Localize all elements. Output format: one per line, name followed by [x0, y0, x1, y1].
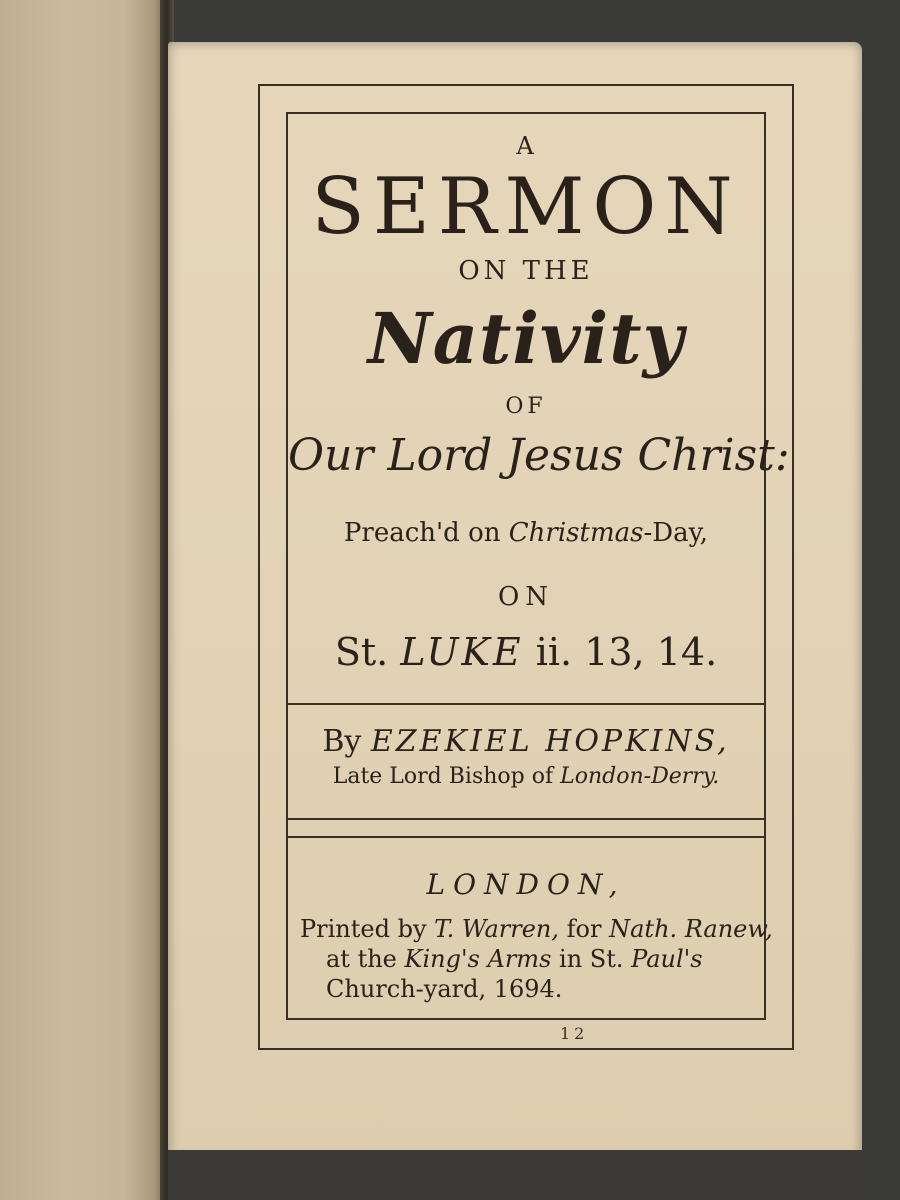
background-shadow	[168, 1150, 868, 1200]
imprint-sign: King's Arms	[404, 945, 552, 973]
author-line	[288, 724, 764, 759]
imprint-publisher: Nath. Ranew,	[609, 915, 773, 943]
title-on: ON	[497, 582, 555, 612]
scripture-verses: ii. 13, 14.	[535, 630, 718, 674]
title-article: A	[516, 132, 536, 160]
imprint-line-2	[300, 944, 760, 974]
author-see: London-Derry.	[560, 764, 720, 789]
title-our-lord: Our Lord Jesus Christ:	[288, 430, 790, 481]
imprint-line-1	[300, 914, 773, 944]
title-nativity: Nativity	[367, 297, 685, 380]
scripture-prefix: St.	[334, 630, 389, 674]
imprint-line-3: Church-yard, 1694.	[326, 975, 563, 1003]
title-sermon: SERMON	[311, 162, 741, 252]
title-on-the: ON THE	[458, 256, 594, 286]
imprint-place: LONDON,	[426, 868, 626, 901]
preached-suffix: -Day,	[643, 518, 709, 548]
scripture-book: LUKE	[400, 630, 524, 674]
rule-below-author-2	[288, 836, 764, 838]
imprint-in-st: in St.	[559, 945, 624, 973]
imprint-block	[300, 914, 773, 1004]
author-title	[288, 764, 764, 789]
preached-prefix: Preach'd on	[343, 518, 501, 548]
left-page	[0, 0, 168, 1200]
rule-below-author-1	[288, 818, 764, 820]
rule-above-author	[288, 703, 764, 705]
author-by: By	[322, 724, 362, 759]
signature-mark: 12	[560, 1024, 589, 1043]
title-of: OF	[505, 394, 547, 419]
imprint-church: Paul's	[631, 945, 703, 973]
author-name: EZEKIEL HOPKINS,	[370, 724, 730, 759]
imprint-for: for	[566, 915, 602, 943]
imprint-printed-by: Printed by	[300, 915, 427, 943]
imprint-at-the: at the	[326, 945, 397, 973]
preached-day: Christmas	[508, 518, 644, 548]
scripture-reference	[288, 630, 764, 674]
preached-line	[288, 518, 764, 548]
imprint-printer: T. Warren,	[434, 915, 560, 943]
author-title-prefix: Late Lord Bishop of	[332, 764, 554, 789]
